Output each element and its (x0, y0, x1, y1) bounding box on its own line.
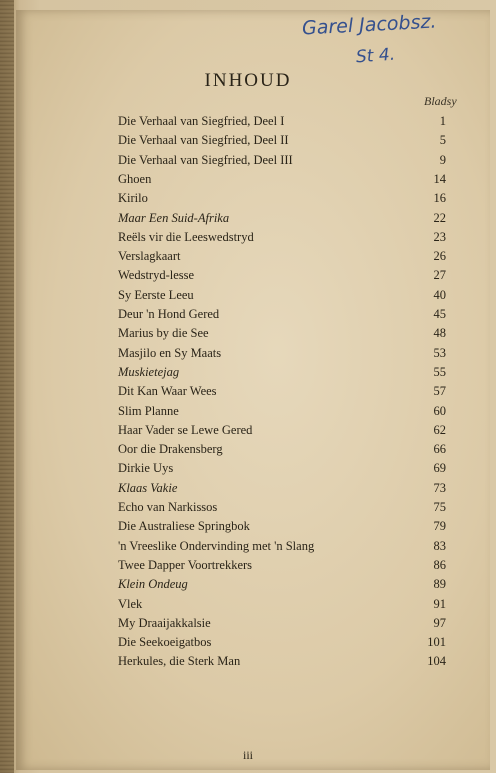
toc-entry (0, 519, 496, 538)
toc-entry-title: Sy Eerste Leeu (118, 287, 194, 302)
toc-entry-page: 22 (433, 210, 446, 225)
toc-entry (0, 114, 496, 133)
toc-entry (0, 307, 496, 326)
toc-entry-title: Wedstryd-lesse (118, 268, 195, 283)
toc-entry-title: Deur 'n Hond Gered (118, 307, 220, 321)
toc-entry (0, 423, 496, 442)
toc-entry-title: Dirkie Uys (118, 461, 174, 476)
toc-entry-page: 69 (433, 461, 446, 476)
toc-entry-page: 91 (433, 596, 446, 611)
toc-entry (0, 365, 496, 384)
toc-entry-title: Herkules, die Sterk Man (118, 654, 241, 669)
toc-entry-page: 83 (433, 538, 446, 553)
toc-entry-title: Klaas Vakie (118, 480, 178, 495)
toc-entry-page: 9 (439, 152, 446, 167)
toc-entry-title: Maar Een Suid-Afrika (118, 210, 230, 225)
toc-entry-title: Slim Planne (118, 403, 179, 418)
toc-entry-title: Kirilo (118, 191, 148, 206)
toc-entry (0, 191, 496, 210)
toc-entry-title: Die Verhaal van Siegfried, Deel II (118, 133, 289, 148)
toc-entry (0, 384, 496, 403)
toc-entry-title: Reëls vir die Leeswedstryd (118, 229, 254, 244)
toc-entry (0, 404, 496, 423)
toc-entry (0, 539, 496, 558)
toc-entry-page: 104 (427, 654, 446, 669)
toc-entry-page: 73 (433, 480, 446, 495)
toc-entry-title: Die Verhaal van Siegfried, Deel III (118, 152, 293, 167)
toc-entry-page: 26 (433, 249, 446, 264)
handwritten-class: St 4. (355, 44, 396, 68)
toc-entry-title: Echo van Narkissos (118, 500, 218, 514)
toc-entry-title: Klein Ondeug (118, 577, 188, 592)
toc-entry (0, 346, 496, 365)
toc-entry (0, 153, 496, 172)
toc-entry-page: 23 (433, 229, 446, 244)
toc-entry (0, 288, 496, 307)
toc-entry-title: Die Seekoeigatbos (118, 635, 212, 650)
toc-entry (0, 616, 496, 635)
toc-entry (0, 172, 496, 191)
toc-entry-page: 55 (433, 364, 446, 379)
toc-entry-title: Ghoen (118, 171, 152, 186)
toc-entry (0, 500, 496, 519)
toc-entry (0, 577, 496, 596)
toc-entry-title: Masjilo en Sy Maats (118, 345, 222, 360)
toc-entry-title: Die Australiese Springbok (118, 519, 250, 534)
toc-entry (0, 481, 496, 500)
toc-entry-page: 57 (433, 384, 446, 399)
toc-entry-title: Muskietejag (118, 364, 180, 379)
page-column-label: Bladsy (424, 94, 457, 108)
toc-entry-page: 40 (433, 287, 446, 302)
toc-entry-title: Vlek (118, 596, 143, 611)
toc-entry-page: 48 (433, 326, 446, 341)
toc-entry-title: Verslagkaart (118, 249, 181, 264)
toc-entry (0, 133, 496, 152)
toc-entry-page: 79 (433, 519, 446, 534)
toc-entry (0, 597, 496, 616)
toc-entry-page: 86 (433, 557, 446, 572)
toc-entry (0, 268, 496, 287)
toc-entry-page: 27 (433, 268, 446, 283)
page-number: iii (242, 748, 253, 762)
toc-entry (0, 654, 496, 673)
toc-entry-page: 1 (439, 114, 446, 128)
toc-entry-title: My Draaijakkalsie (118, 615, 211, 630)
toc-entry-page: 5 (439, 133, 446, 148)
toc-entry (0, 211, 496, 230)
page-title: INHOUD (204, 70, 292, 91)
toc-entry (0, 442, 496, 461)
toc-entry-title: Dit Kan Waar Wees (118, 384, 217, 399)
toc-entry-title: Die Verhaal van Siegfried, Deel I (118, 114, 285, 128)
toc-entry (0, 461, 496, 480)
toc-entry (0, 249, 496, 268)
toc-entry-page: 14 (433, 171, 446, 186)
toc-entry-title: Marius by die See (118, 326, 209, 341)
toc-entry (0, 326, 496, 345)
toc-entry-title: 'n Vreeslike Ondervinding met 'n Slang (118, 538, 315, 553)
toc-entry-page: 60 (433, 403, 446, 418)
toc-entry-page: 45 (433, 307, 446, 321)
toc-entry-page: 16 (433, 191, 446, 206)
toc-entry-title: Haar Vader se Lewe Gered (118, 422, 253, 437)
toc-entry-page: 66 (433, 442, 446, 457)
toc-entry-title: Twee Dapper Voortrekkers (118, 557, 253, 572)
toc-entry-page: 101 (427, 635, 446, 650)
toc-entry (0, 635, 496, 654)
handwritten-name: Garel Jacobsz. (301, 10, 437, 40)
toc-entry-title: Oor die Drakensberg (118, 442, 223, 457)
toc-entry (0, 558, 496, 577)
toc-entry (0, 230, 496, 249)
toc-entry-page: 75 (433, 500, 446, 514)
toc-entry-page: 97 (433, 615, 446, 630)
toc-entry-page: 53 (433, 345, 446, 360)
toc-entry-page: 89 (433, 577, 446, 592)
toc-entry-page: 62 (433, 422, 446, 437)
